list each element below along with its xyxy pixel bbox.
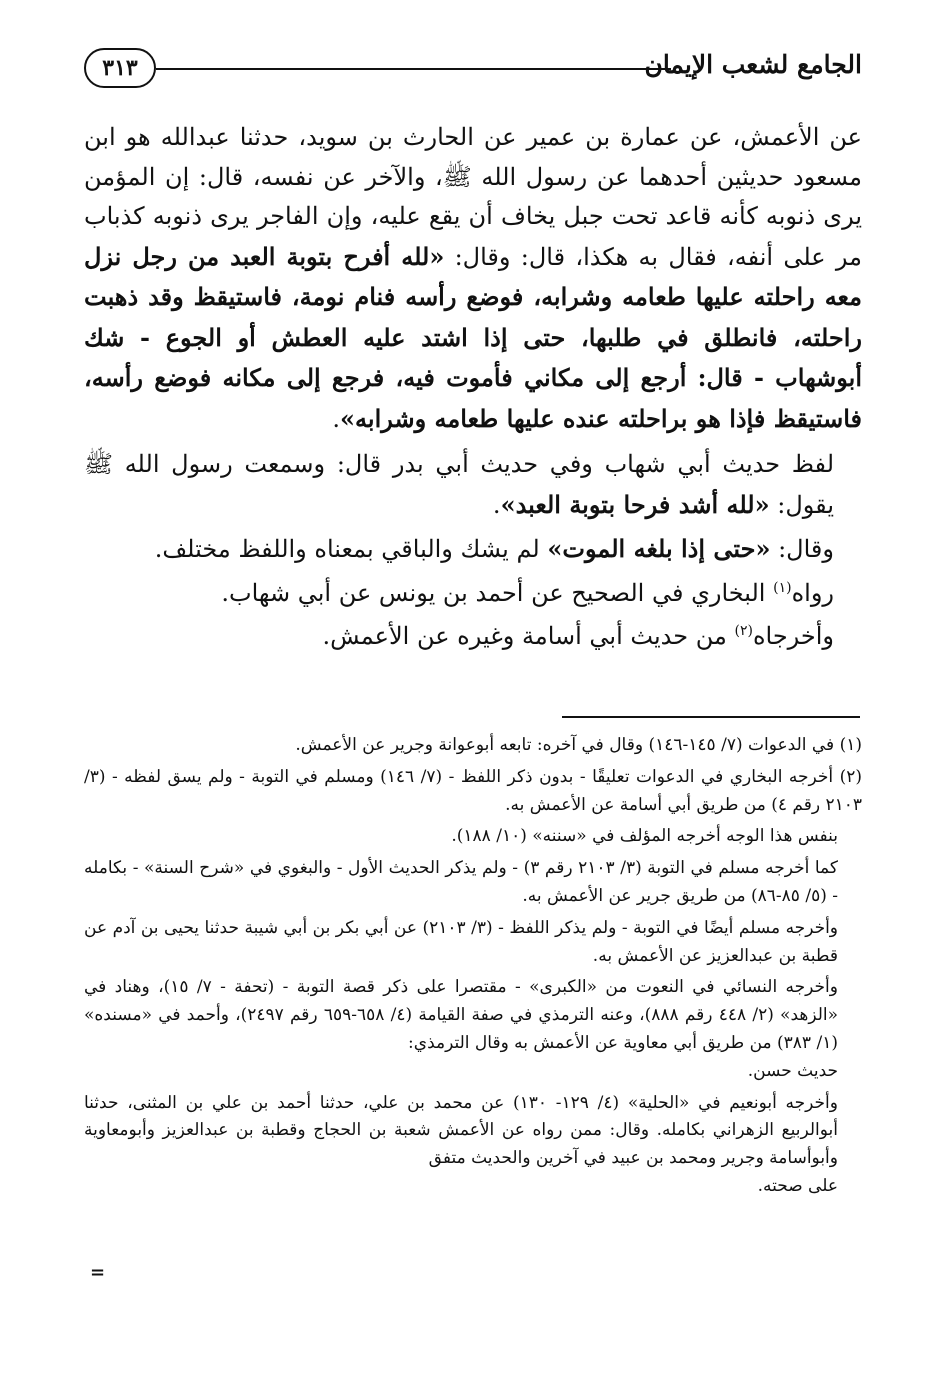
paragraph-5-lead: وأخرجاه: [752, 622, 834, 650]
paragraph-2: [84, 445, 862, 525]
paragraph-1-text: عن الأعمش، عن عمارة بن عمير عن الحارث بن سويد، حدثنا عبدالله هو ابن مسعود حديثين أحدهما عن رسول الله ﷺ، والآخر عن نفسه، قال: إن المؤمن يرى ذنوبه كأنه قاعد تحت جبل يخاف أن يقع عليه، وإن الفاجر يرى ذنوبه كذباب مر على أنفه، فقال به هكذا، قال: وقال:: [84, 123, 862, 271]
footnote-1: (١) في الدعوات (٧/ ١٤٥-١٤٦) وقال في آخره: تابعه أبوعوانة وجرير عن الأعمش.: [295, 735, 862, 755]
paragraph-4: [84, 574, 862, 614]
paragraph-1: [84, 118, 862, 439]
running-title: الجامع لشعب الإيمان: [644, 50, 862, 79]
footnote-ref-1: (١): [773, 579, 792, 596]
paragraph-4-lead: رواه: [791, 578, 834, 607]
paragraph-4-rest: البخاري في الصحيح عن أحمد بن يونس عن أبي شهاب.: [221, 578, 774, 607]
footnote-ref-2: (٢): [734, 623, 753, 639]
page-header: [84, 46, 862, 96]
paragraph-3-lead: وقال:: [770, 535, 834, 563]
hadith-quote-2: «لله أشد فرحا بتوبة العبد»: [500, 489, 770, 519]
hadith-quote-1: «لله أفرح بتوبة العبد من رجل نزل معه راحلته عليها طعامه وشرابه، فوضع رأسه فنام نومة، فاستيقظ وقد ذهبت راحلته، فانطلق في طلبها، حتى إذا اشتد عليه العطش أو الجوع - شك أبوشهاب - قال: أرجع إلى مكاني فأموت فيه، فرجع إلى مكانه فوضع رأسه، فاستيقظ فإذا هو براحلته عنده عليها طعامه وشرابه»: [84, 241, 862, 433]
paragraph-3: [84, 529, 862, 570]
paragraph-5-rest: من حديث أبي أسامة وغيره عن الأعمش.: [322, 622, 735, 650]
paragraph-2-end: .: [492, 490, 501, 519]
footnote-2-note-d: وأخرجه مسلم أيضًا في التوبة - ولم يذكر اللفظ - (٣/ ٢١٠٣) عن أبي بكر بن أبي شيبة حدثنا يحيى بن آدم عن قطبة بن عبدالعزيز عن الأعمش به.: [84, 917, 839, 966]
footnote-2-note-e-end: حديث حسن.: [747, 1060, 838, 1081]
footnote-2-note-f: وأخرجه أبونعيم في «الحلية» (٤/ ١٢٩- ١٣٠) عن محمد بن علي، حدثنا أحمد بن علي بن المثنى، حدثنا أبوالربيع الزهراني بكامله. وقال: ممن رواه عن الأعمش شعبة بن الحجاج وقطبة بن عبدالعزيز وأبومعاوية وأبوأسامة وجرير ومحمد بن عبيد في آخرين والحديث متفق: [84, 1092, 838, 1169]
main-text: [84, 118, 862, 657]
footnote-2-note-f-end: على صحته.: [757, 1175, 838, 1196]
footnote-2-note-b: بنفس هذا الوجه أخرجه المؤلف في «سننه» (١٠/ ١٨٨).: [451, 826, 838, 847]
header-rule: [156, 68, 671, 70]
page-number: ٣١٣: [84, 48, 156, 88]
paragraph-1-end: .: [332, 404, 341, 433]
hadith-quote-3: «حتى إذا بلغه الموت»: [547, 534, 771, 563]
footnote-2-note-c: كما أخرجه مسلم في التوبة (٣/ ٢١٠٣ رقم ٣) - ولم يذكر الحديث الأول - والبغوي في «شرح السنة» - بكامله - (٥/ ٨٥-٨٦) من طريق جرير عن الأعمش به.: [84, 858, 838, 906]
paragraph-5: [84, 617, 862, 657]
footnotes: [84, 732, 862, 1205]
footnote-separator: [562, 716, 860, 718]
continuation-mark: =: [90, 1262, 106, 1283]
footnote-2-note-e: وأخرجه النسائي في النعوت من «الكبرى» - مقتصرا على ذكر قصة التوبة - (تحفة - ٧/ ١٥)، وهناد في «الزهد» (٢/ ٤٤٨ رقم ٨٨٨)، وعنه الترمذي في صفة القيامة (٤/ ٦٥٨-٦٥٩ رقم ٢٤٩٧)، وأحمد في «مسنده» (١/ ٣٨٣) من طريق أبي معاوية عن الأعمش به وقال الترمذي:: [84, 977, 839, 1053]
paragraph-2-text: لفظ حديث أبي شهاب وفي حديث أبي بدر قال: وسمعت رسول الله ﷺ يقول:: [84, 450, 834, 519]
footnote-2: (٢) أخرجه البخاري في الدعوات تعليقًا - بدون ذكر اللفظ - (٧/ ١٤٦) ومسلم في التوبة - ولم يسق لفظه - (٣/ ٢١٠٣ رقم ٤) من طريق أبي أسامة عن الأعمش به.: [84, 766, 862, 815]
paragraph-3-rest: لم يشك والباقي بمعناه واللفظ مختلف.: [154, 535, 548, 563]
